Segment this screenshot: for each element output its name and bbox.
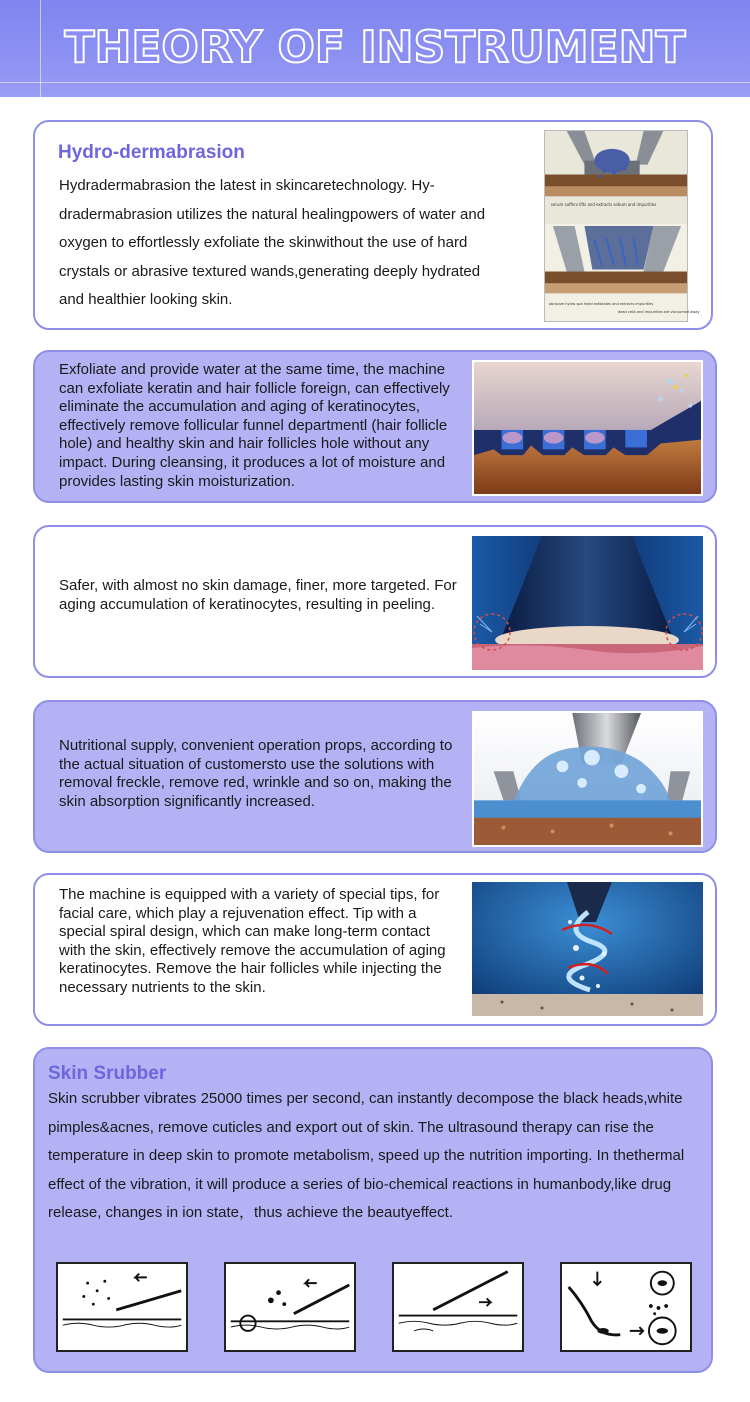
caption-right: dead cells and impurities are vacuumed away [617,310,700,315]
hydro-diagram-illustration [544,130,700,322]
scrubber-step-3-illustration [392,1262,524,1352]
section-text: Nutritional supply, convenient operation props, according to the actual situation of customersto use the solutions with removal freckle, remove red, wrinkle and so on, making the skin absorption significantly increased. [59,737,453,810]
section-safer [33,525,717,678]
page-header [0,0,750,97]
section-title: Skin Srubber [48,1063,167,1084]
section-text: Exfoliate and provide water at the same time, the machine can exfoliate keratin and hair follicle foreign, can effectively eliminate the accumulation and aging of keratinocytes, effectively remove follicular funnel departmentl (hair follicle hole) and healthy skin and hair follicles hole without any impact. During cleansing, it produces a lot of moisture and provides lasting skin moisturization. [59,361,450,490]
scrubber-step-1-illustration [56,1262,188,1352]
section-skin-scrubber [33,1047,713,1373]
header-divider-horizontal [0,82,750,83]
section-title: Hydro-dermabrasion [58,142,245,163]
section-text: Hydradermabrasion the latest in skincaretechnology. Hy-dradermabrasion utilizes the natural healingpowers of water and oxygen to effortlessly exfoliate the skinwithout the use of hard crystals or abrasive textured wands,generating deeply hydrated and healthier looking skin. [59,177,486,308]
spiral-tip-illustration [472,882,703,1016]
section-text: Safer, with almost no skin damage, finer, more targeted. For aging accumulation of keratinocytes, resulting in peeling. [59,577,457,613]
scrubber-step-4-illustration [560,1262,692,1352]
page-title: THEORY OF INSTRUMENT [64,22,686,73]
nutrition-illustration [472,711,703,847]
section-special-tips [33,873,717,1026]
caption-top: serum suffers lifts and extracts sebum and impurities [550,202,657,208]
peeling-illustration [472,536,703,670]
section-hydro-dermabrasion [33,120,713,330]
exfoliation-illustration [472,360,703,496]
section-text: Skin scrubber vibrates 25000 times per second, can instantly decompose the black heads,white pimples&acnes, remove cuticles and export out of skin. The ultrasound therapy can rise the temperature in deep skin to promote metabolism, speed up the nutrition importing. In thethermal effect of the vibration, it will produce a series of bio-chemical reactions in humanbody,like drug release, changes in ion state，thus achieve the beautyeffect. [48,1090,685,1221]
section-exfoliate [33,350,717,503]
scrubber-step-2-illustration [224,1262,356,1352]
section-nutritional [33,700,717,853]
section-text: The machine is equipped with a variety of special tips, for facial care, which play a rejuvenation effect. Tip with a special spiral design, which can make long-term contact with the skin, effectively remove the accumulation of aging keratinocytes. Remove the hair follicles while injecting the necessary nutrients to the skin. [59,886,446,996]
caption-left: abrasive hydro spa head exfoliates and extracts impurities [548,302,654,307]
